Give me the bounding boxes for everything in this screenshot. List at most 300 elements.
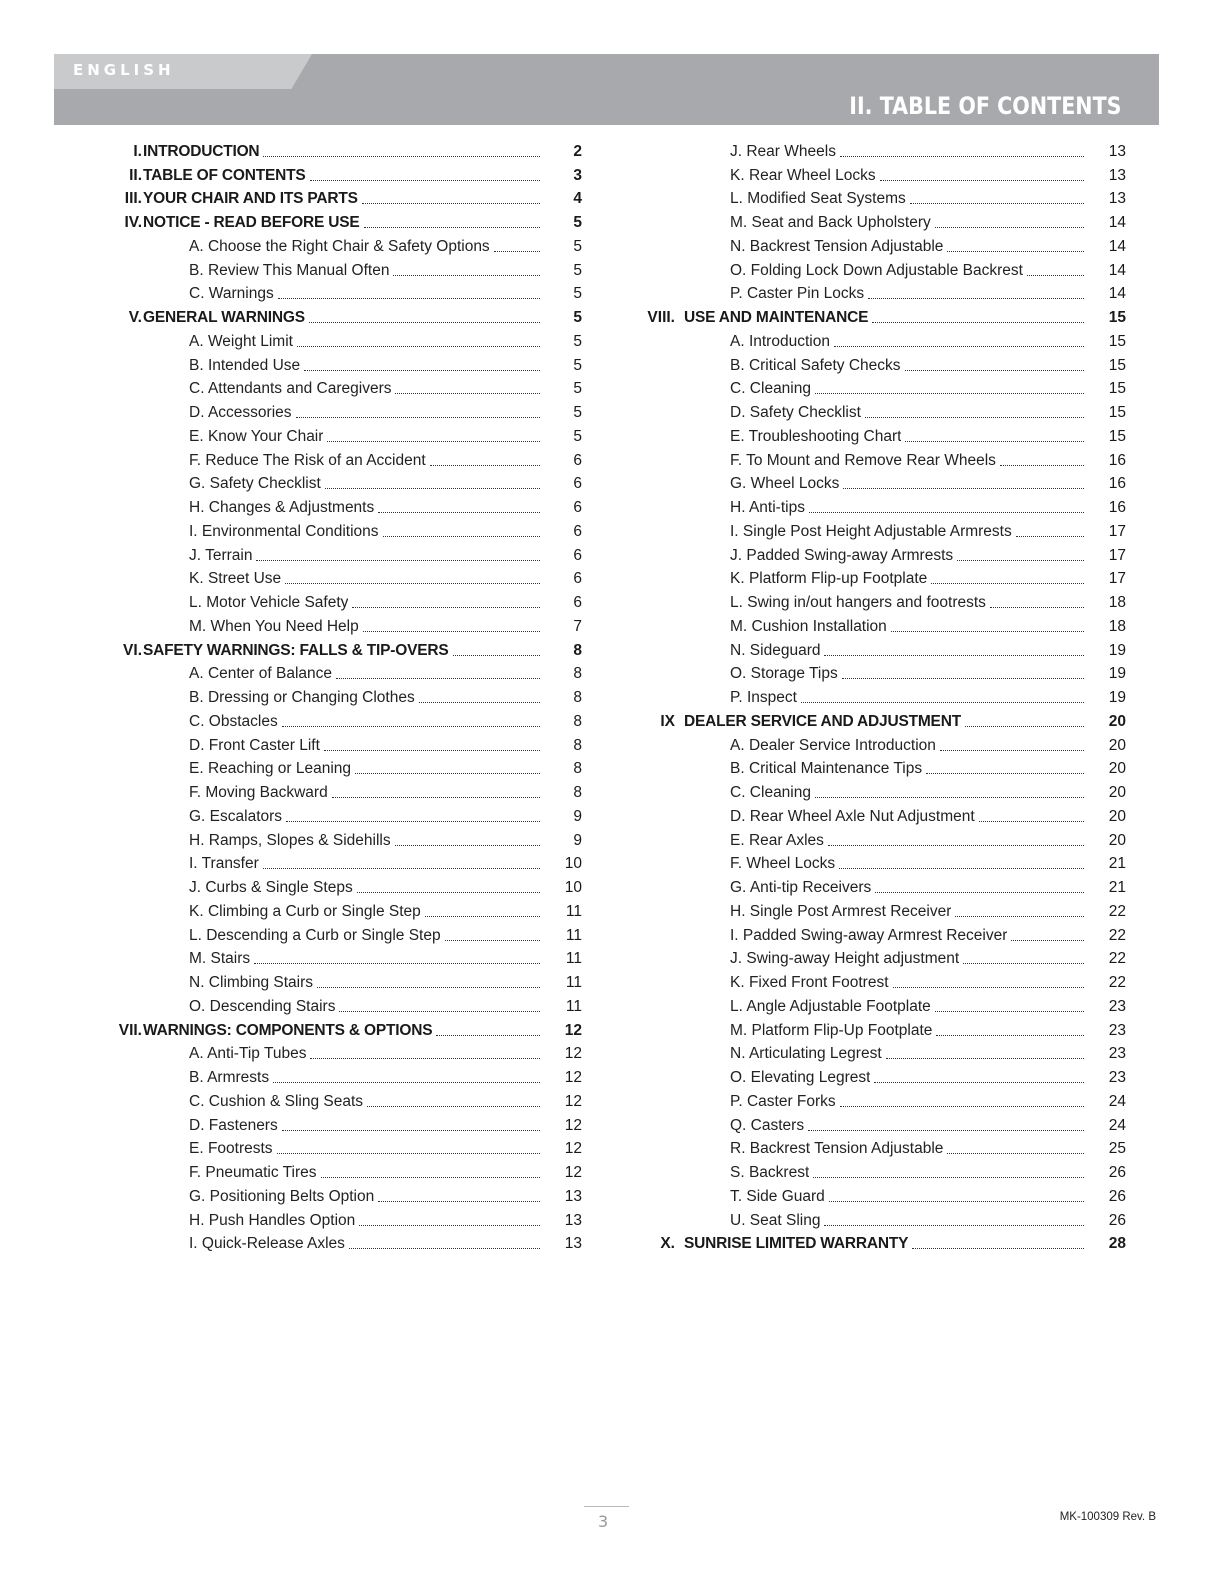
toc-entry[interactable]	[96, 327, 582, 351]
toc-entry-page: 9	[573, 831, 582, 849]
toc-entry-title: B. Dressing or Changing Clothes	[189, 689, 415, 706]
dot-leader	[445, 940, 540, 941]
toc-entry-title: P. Caster Forks	[730, 1092, 836, 1110]
toc-entry[interactable]	[96, 636, 582, 660]
dot-leader	[336, 678, 540, 679]
dot-leader	[359, 1225, 540, 1226]
dot-leader	[321, 1177, 541, 1178]
toc-entry[interactable]	[632, 303, 1126, 327]
toc-entry-page: 23	[1108, 1021, 1126, 1039]
toc-entry-page: 2	[573, 142, 582, 160]
dot-leader	[839, 868, 1084, 869]
toc-entry-title: C. Obstacles	[189, 712, 278, 730]
toc-entry[interactable]	[632, 1230, 1126, 1254]
dot-leader	[286, 821, 540, 822]
toc-entry-title: N. Backrest Tension Adjustable	[730, 237, 944, 255]
toc-entry[interactable]	[632, 1063, 1126, 1087]
toc-entry-title: S. Backrest	[730, 1164, 810, 1181]
dot-leader	[273, 1082, 540, 1083]
footer-document-code: MK-100309 Rev. B	[1059, 1511, 1156, 1523]
toc-entry[interactable]	[96, 303, 582, 327]
toc-entry-page: 15	[1108, 380, 1126, 398]
toc-entry[interactable]	[96, 612, 582, 636]
toc-entry-page: 13	[564, 1187, 582, 1205]
dot-leader	[947, 251, 1084, 252]
toc-entry-page: 5	[573, 285, 582, 303]
dot-leader	[383, 536, 540, 537]
toc-entry-title: R. Backrest Tension Adjustable	[730, 1140, 944, 1158]
toc-entry-title: B. Critical Safety Checks	[730, 356, 901, 374]
toc-entry[interactable]	[632, 778, 1126, 802]
dot-leader	[393, 275, 540, 276]
toc-entry-page: 5	[573, 309, 582, 326]
toc-entry[interactable]	[96, 565, 582, 589]
toc-entry[interactable]	[96, 256, 582, 280]
dot-leader	[332, 797, 540, 798]
toc-entry-title: G. Escalators	[189, 807, 283, 825]
toc-entry-title: NOTICE - READ BEFORE USE	[143, 214, 360, 231]
toc-entry-title: K. Street Use	[189, 570, 282, 588]
toc-entry-page: 12	[564, 1140, 582, 1158]
dot-leader	[494, 251, 540, 252]
toc-entry-page: 5	[573, 261, 582, 279]
toc-entry-title: SUNRISE LIMITED WARRANTY	[684, 1235, 909, 1253]
toc-entry-title: B. Armrests	[189, 1069, 270, 1086]
toc-entry-page: 12	[564, 1069, 582, 1086]
toc-entry-page: 14	[1108, 285, 1126, 303]
toc-entry-title: B. Intended Use	[189, 356, 301, 374]
toc-entry-title: M. Platform Flip-Up Footplate	[730, 1021, 933, 1039]
toc-entry-title: E. Footrests	[189, 1140, 273, 1158]
dot-leader	[378, 1201, 540, 1202]
toc-entry[interactable]	[632, 945, 1126, 969]
toc-entry-number: II.	[129, 166, 142, 184]
toc-entry[interactable]	[632, 256, 1126, 280]
toc-entry[interactable]	[632, 161, 1126, 185]
toc-entry-page: 12	[564, 1116, 582, 1134]
toc-entry[interactable]	[632, 1158, 1126, 1182]
toc-entry-title: O. Elevating Legrest	[730, 1069, 871, 1086]
toc-entry-page: 24	[1108, 1116, 1126, 1134]
toc-entry[interactable]	[96, 351, 582, 375]
toc-entry-title: I. Padded Swing-away Armrest Receiver	[730, 926, 1008, 944]
toc-entry-title: D. Accessories	[189, 404, 292, 421]
toc-entry-title: INTRODUCTION	[143, 142, 260, 160]
toc-entry[interactable]	[632, 208, 1126, 232]
toc-entry-title: M. Seat and Back Upholstery	[730, 214, 931, 231]
toc-entry-title: D. Fasteners	[189, 1116, 278, 1134]
toc-entry[interactable]	[632, 1111, 1126, 1135]
toc-entry-page: 15	[1108, 404, 1126, 421]
dot-leader	[436, 1035, 540, 1036]
toc-entry-page: 5	[573, 332, 582, 350]
footer-page-number: 3	[598, 1512, 609, 1531]
dot-leader	[339, 1011, 540, 1012]
toc-entry-title: I. Transfer	[189, 855, 259, 873]
toc-entry-page: 13	[1108, 190, 1126, 208]
dot-leader	[905, 441, 1084, 442]
dot-leader	[367, 1106, 540, 1107]
toc-entry-page: 8	[573, 712, 582, 730]
toc-entry[interactable]	[632, 873, 1126, 897]
toc-entry[interactable]	[632, 1016, 1126, 1040]
toc-entry-page: 16	[1108, 451, 1126, 469]
toc-entry-page: 13	[1108, 166, 1126, 184]
toc-entry-title: L. Motor Vehicle Safety	[189, 594, 349, 611]
toc-entry[interactable]	[632, 992, 1126, 1016]
toc-entry-title: O. Storage Tips	[730, 665, 838, 683]
toc-entry[interactable]	[96, 1063, 582, 1087]
dot-leader	[363, 631, 540, 632]
toc-entry-number: IX	[660, 712, 675, 730]
toc-left-column	[96, 137, 582, 1253]
toc-entry[interactable]	[632, 280, 1126, 304]
toc-entry[interactable]	[632, 683, 1126, 707]
toc-entry[interactable]	[96, 921, 582, 945]
toc-entry-title: F. Wheel Locks	[730, 855, 836, 873]
toc-entry-title: I. Environmental Conditions	[189, 522, 379, 540]
toc-entry-title: H. Ramps, Slopes & Sidehills	[189, 831, 391, 849]
toc-entry-title: A. Choose the Right Chair & Safety Options	[189, 237, 490, 255]
toc-entry-page: 4	[573, 190, 582, 208]
toc-entry[interactable]	[632, 968, 1126, 992]
toc-entry[interactable]	[96, 968, 582, 992]
dot-leader	[905, 370, 1084, 371]
toc-entry[interactable]	[96, 1016, 582, 1040]
toc-entry-title: C. Attendants and Caregivers	[189, 380, 392, 398]
toc-entry-title: G. Safety Checklist	[189, 475, 321, 493]
dot-leader	[297, 346, 540, 347]
toc-entry[interactable]	[96, 1111, 582, 1135]
toc-entry[interactable]	[96, 897, 582, 921]
dot-leader	[824, 655, 1084, 656]
dot-leader	[893, 987, 1085, 988]
toc-entry-title: L. Swing in/out hangers and footrests	[730, 594, 986, 611]
toc-entry[interactable]	[632, 850, 1126, 874]
toc-entry[interactable]	[96, 517, 582, 541]
toc-entry-page: 10	[564, 879, 582, 896]
toc-entry-title: H. Anti-tips	[730, 499, 805, 516]
dot-leader	[285, 583, 540, 584]
toc-entry-page: 15	[1108, 356, 1126, 374]
toc-entry-page: 6	[573, 594, 582, 611]
toc-entry-title: K. Climbing a Curb or Single Step	[189, 902, 421, 920]
toc-entry-page: 11	[565, 902, 582, 920]
toc-entry[interactable]	[96, 850, 582, 874]
toc-entry-page: 26	[1108, 1164, 1126, 1181]
toc-entry[interactable]	[96, 398, 582, 422]
toc-entry-title: E. Troubleshooting Chart	[730, 427, 902, 445]
toc-entry-page: 20	[1108, 736, 1126, 754]
toc-entry-page: 10	[564, 855, 582, 873]
toc-entry-number: VI.	[123, 641, 142, 659]
toc-entry-title: I. Single Post Height Adjustable Armrests	[730, 522, 1012, 540]
toc-entry-title: USE AND MAINTENANCE	[684, 309, 869, 326]
toc-entry[interactable]	[96, 161, 582, 185]
dot-leader	[325, 488, 540, 489]
toc-entry[interactable]	[632, 517, 1126, 541]
dot-leader	[256, 560, 540, 561]
dot-leader	[453, 655, 540, 656]
toc-entry[interactable]	[96, 185, 582, 209]
dot-leader	[1016, 536, 1084, 537]
toc-entry[interactable]	[632, 1087, 1126, 1111]
toc-entry[interactable]	[632, 612, 1126, 636]
toc-entry-page: 18	[1108, 594, 1126, 611]
toc-entry-page: 8	[573, 760, 582, 778]
dot-leader	[808, 1130, 1084, 1131]
toc-entry[interactable]	[632, 755, 1126, 779]
toc-entry-page: 20	[1108, 807, 1126, 825]
toc-entry-page: 25	[1108, 1140, 1126, 1158]
toc-entry[interactable]	[632, 921, 1126, 945]
toc-entry-title: H. Changes & Adjustments	[189, 499, 375, 516]
toc-entry[interactable]	[632, 731, 1126, 755]
toc-entry-page: 13	[564, 1211, 582, 1229]
toc-entry-page: 24	[1108, 1092, 1126, 1110]
dot-leader	[935, 227, 1084, 228]
footer-divider	[584, 1506, 629, 1507]
toc-entry[interactable]	[632, 493, 1126, 517]
toc-entry-page: 23	[1108, 1045, 1126, 1063]
toc-entry[interactable]	[96, 660, 582, 684]
dot-leader	[824, 1225, 1084, 1226]
toc-entry[interactable]	[96, 541, 582, 565]
toc-entry-number: VII.	[118, 1021, 142, 1039]
dot-leader	[254, 963, 540, 964]
toc-entry[interactable]	[632, 422, 1126, 446]
toc-entry-title: K. Fixed Front Footrest	[730, 974, 889, 991]
toc-entry[interactable]	[632, 137, 1126, 161]
dot-leader	[840, 1106, 1084, 1107]
toc-entry-page: 5	[573, 380, 582, 398]
dot-leader	[355, 773, 540, 774]
dot-leader	[912, 1248, 1084, 1249]
toc-entry[interactable]	[96, 826, 582, 850]
toc-entry[interactable]	[632, 327, 1126, 351]
toc-entry[interactable]	[96, 375, 582, 399]
toc-entry-page: 20	[1108, 831, 1126, 849]
dot-leader	[979, 821, 1084, 822]
toc-entry-page: 12	[564, 1164, 582, 1181]
toc-entry[interactable]	[96, 280, 582, 304]
toc-entry-page: 6	[573, 522, 582, 540]
toc-entry-page: 19	[1108, 641, 1126, 659]
toc-entry-page: 14	[1108, 237, 1126, 255]
toc-entry-title: A. Introduction	[730, 332, 830, 350]
dot-leader	[362, 203, 540, 204]
toc-entry-number: III.	[124, 190, 142, 208]
toc-entry[interactable]	[632, 897, 1126, 921]
toc-entry-page: 22	[1108, 950, 1126, 968]
toc-entry[interactable]	[632, 470, 1126, 494]
toc-entry[interactable]	[632, 185, 1126, 209]
toc-entry-page: 28	[1108, 1235, 1126, 1253]
toc-entry[interactable]	[632, 1182, 1126, 1206]
dot-leader	[357, 892, 540, 893]
dot-leader	[282, 1130, 540, 1131]
dot-leader	[955, 916, 1084, 917]
toc-entry-number: IV.	[124, 214, 142, 231]
toc-entry-page: 19	[1108, 665, 1126, 683]
toc-entry-page: 20	[1108, 784, 1126, 801]
toc-entry[interactable]	[632, 1135, 1126, 1159]
toc-entry-title: P. Inspect	[730, 689, 797, 706]
toc-entry[interactable]	[96, 1158, 582, 1182]
toc-entry[interactable]	[96, 802, 582, 826]
dot-leader	[327, 441, 540, 442]
toc-entry[interactable]	[96, 493, 582, 517]
toc-entry[interactable]	[96, 1182, 582, 1206]
dot-leader	[947, 1153, 1084, 1154]
toc-entry-title: WARNINGS: COMPONENTS & OPTIONS	[143, 1021, 433, 1039]
toc-entry-page: 5	[573, 214, 582, 231]
toc-entry-title: SAFETY WARNINGS: FALLS & TIP-OVERS	[143, 641, 449, 659]
toc-entry[interactable]	[96, 1040, 582, 1064]
toc-entry[interactable]	[96, 232, 582, 256]
toc-entry[interactable]	[632, 375, 1126, 399]
toc-entry-page: 22	[1108, 974, 1126, 991]
toc-entry-page: 21	[1108, 855, 1126, 873]
toc-entry-title: F. Pneumatic Tires	[189, 1164, 317, 1181]
dot-leader	[872, 322, 1084, 323]
toc-entry-page: 8	[573, 665, 582, 683]
dot-leader	[931, 583, 1084, 584]
toc-entry-page: 5	[573, 237, 582, 255]
toc-entry[interactable]	[96, 731, 582, 755]
toc-entry-page: 20	[1108, 712, 1126, 730]
toc-entry-page: 6	[573, 570, 582, 588]
toc-entry-title: G. Wheel Locks	[730, 475, 840, 493]
toc-entry[interactable]	[96, 422, 582, 446]
toc-entry-title: O. Folding Lock Down Adjustable Backrest	[730, 261, 1023, 279]
dot-leader	[1000, 465, 1084, 466]
toc-entry-title: M. Cushion Installation	[730, 617, 887, 635]
toc-entry-page: 13	[1108, 142, 1126, 160]
toc-entry[interactable]	[96, 137, 582, 161]
toc-entry[interactable]	[632, 660, 1126, 684]
toc-entry-title: D. Rear Wheel Axle Nut Adjustment	[730, 807, 975, 825]
toc-entry-page: 17	[1108, 570, 1126, 588]
toc-entry[interactable]	[632, 1206, 1126, 1230]
toc-entry-title: J. Rear Wheels	[730, 142, 836, 160]
toc-entry-page: 26	[1108, 1187, 1126, 1205]
toc-entry[interactable]	[96, 683, 582, 707]
toc-entry[interactable]	[96, 1135, 582, 1159]
toc-entry-page: 17	[1108, 522, 1126, 540]
toc-entry-number: X.	[660, 1235, 675, 1253]
toc-entry-title: N. Articulating Legrest	[730, 1045, 882, 1063]
toc-entry-title: A. Anti-Tip Tubes	[189, 1045, 307, 1063]
dot-leader	[349, 1248, 540, 1249]
dot-leader	[809, 512, 1084, 513]
toc-entry-number: V.	[128, 309, 142, 326]
toc-entry-page: 12	[564, 1021, 582, 1039]
toc-entry-title: M. Stairs	[189, 950, 251, 968]
dot-leader	[874, 1082, 1084, 1083]
dot-leader	[395, 845, 540, 846]
toc-entry-page: 18	[1108, 617, 1126, 635]
toc-entry-title: A. Dealer Service Introduction	[730, 736, 936, 754]
toc-entry-title: TABLE OF CONTENTS	[143, 166, 306, 184]
dot-leader	[277, 1153, 540, 1154]
toc-entry-page: 22	[1108, 926, 1126, 944]
dot-leader	[263, 156, 540, 157]
toc-entry-page: 22	[1108, 902, 1126, 920]
toc-entry[interactable]	[632, 351, 1126, 375]
toc-entry[interactable]	[96, 470, 582, 494]
dot-leader	[352, 607, 540, 608]
toc-entry-page: 15	[1108, 427, 1126, 445]
toc-entry[interactable]	[96, 873, 582, 897]
dot-leader	[324, 750, 540, 751]
dot-leader	[309, 322, 540, 323]
toc-entry-page: 15	[1108, 332, 1126, 350]
toc-entry-page: 7	[573, 617, 582, 635]
toc-entry[interactable]	[96, 446, 582, 470]
dot-leader	[815, 393, 1084, 394]
toc-entry[interactable]	[632, 541, 1126, 565]
toc-entry-title: A. Weight Limit	[189, 332, 293, 350]
toc-entry-page: 5	[573, 356, 582, 374]
dot-leader	[935, 1011, 1084, 1012]
toc-entry[interactable]	[632, 636, 1126, 660]
toc-entry-page: 19	[1108, 689, 1126, 706]
dot-leader	[282, 726, 540, 727]
toc-entry[interactable]	[96, 588, 582, 612]
toc-entry[interactable]	[632, 707, 1126, 731]
dot-leader	[880, 180, 1084, 181]
toc-entry[interactable]	[632, 826, 1126, 850]
toc-entry-page: 5	[573, 427, 582, 445]
toc-entry[interactable]	[96, 755, 582, 779]
language-label: ENGLISH	[73, 61, 175, 79]
toc-entry[interactable]	[632, 398, 1126, 422]
dot-leader	[843, 488, 1084, 489]
dot-leader	[815, 797, 1084, 798]
toc-entry-page: 9	[573, 807, 582, 825]
toc-entry[interactable]	[96, 208, 582, 232]
toc-entry[interactable]	[632, 802, 1126, 826]
toc-entry-title: U. Seat Sling	[730, 1211, 821, 1229]
toc-entry-title: G. Anti-tip Receivers	[730, 879, 872, 896]
toc-entry[interactable]	[632, 588, 1126, 612]
toc-entry[interactable]	[632, 565, 1126, 589]
toc-entry[interactable]	[96, 778, 582, 802]
dot-leader	[395, 393, 540, 394]
toc-entry[interactable]	[96, 1206, 582, 1230]
toc-entry[interactable]	[96, 707, 582, 731]
toc-entry-page: 17	[1108, 546, 1126, 564]
dot-leader	[891, 631, 1084, 632]
toc-entry[interactable]	[632, 1040, 1126, 1064]
toc-entry[interactable]	[632, 232, 1126, 256]
toc-entry-page: 12	[564, 1045, 582, 1063]
dot-leader	[834, 346, 1084, 347]
dot-leader	[813, 1177, 1084, 1178]
toc-entry[interactable]	[96, 1230, 582, 1254]
toc-entry-title: C. Cushion & Sling Seats	[189, 1092, 364, 1110]
dot-leader	[940, 750, 1084, 751]
toc-entry-title: L. Modified Seat Systems	[730, 190, 906, 208]
toc-entry-title: T. Side Guard	[730, 1187, 825, 1205]
toc-entry-page: 16	[1108, 499, 1126, 516]
toc-entry[interactable]	[96, 1087, 582, 1111]
toc-entry[interactable]	[96, 992, 582, 1016]
toc-entry-title: C. Cleaning	[730, 380, 811, 398]
toc-entry[interactable]	[632, 446, 1126, 470]
toc-entry[interactable]	[96, 945, 582, 969]
